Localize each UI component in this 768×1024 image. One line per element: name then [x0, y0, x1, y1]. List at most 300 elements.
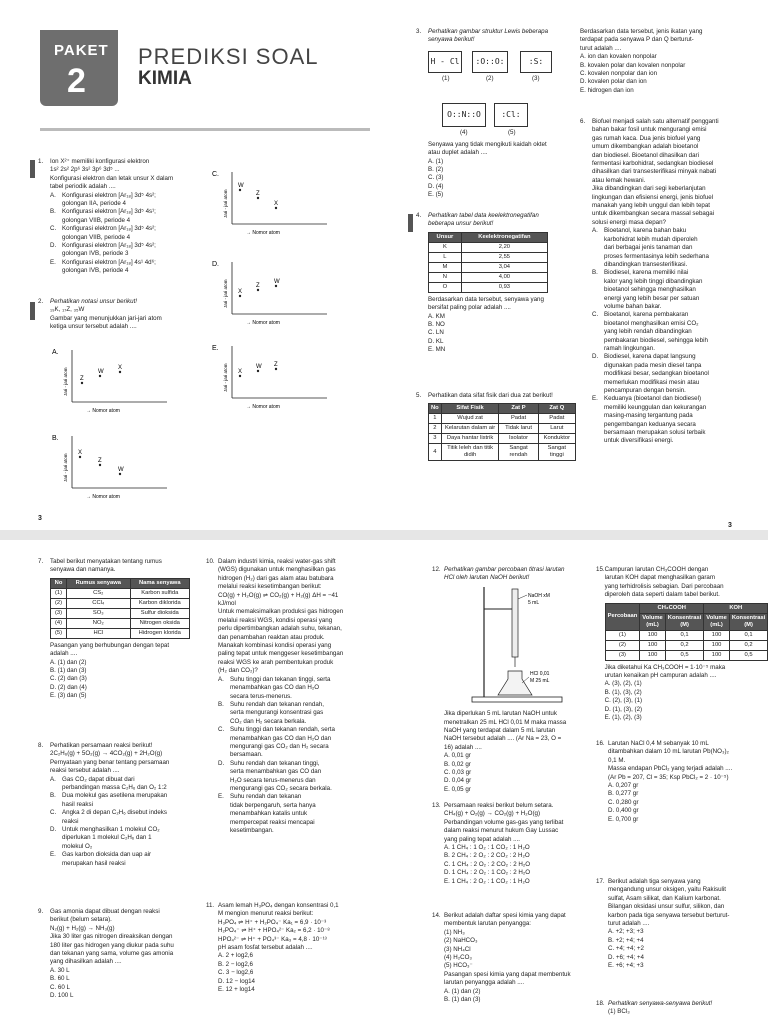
- point-label: X: [78, 450, 83, 456]
- answer-option[interactable]: [592, 269, 740, 311]
- answer-option[interactable]: A. (1) dan (2): [50, 658, 87, 666]
- y-axis-label: Jari - jari atom: [223, 363, 228, 392]
- question-line: kJ/mol: [218, 600, 236, 608]
- table-row: [429, 272, 548, 282]
- option-letter: D.: [218, 759, 225, 767]
- question-line: beberapa unsur berikut!: [428, 220, 494, 228]
- option-text: merupakan hasil reaksi: [62, 859, 126, 867]
- question-line: karbon pada tiga senyawa tersebut berturut-: [608, 911, 730, 919]
- table-cell: Titik leleh dan titik didih: [441, 444, 499, 461]
- option-letter: A.: [50, 775, 56, 783]
- question-line: manakah yang lebih unggul dan lebih tepat: [592, 202, 710, 210]
- burette: [512, 589, 518, 657]
- option-letter: B.: [218, 700, 224, 708]
- page-number: 3: [728, 522, 732, 529]
- option-text: perbandingan massa C₂H₆ dan O₂ 1:2: [62, 784, 167, 792]
- option-text: mempercepat reaksi mencapai: [230, 818, 315, 826]
- table-cell: L: [429, 252, 462, 262]
- figure-label: NaOH xM: [528, 592, 550, 599]
- page-gap: [0, 530, 768, 540]
- table-cell: CCl₄: [67, 598, 131, 608]
- table-cell: 1: [429, 414, 442, 424]
- answer-option[interactable]: B. (1) dan (3): [444, 996, 481, 1004]
- answer-option[interactable]: [592, 395, 740, 445]
- table-cell: (2): [605, 640, 640, 650]
- table-cell: Sangat rendah: [499, 444, 538, 461]
- table-header: Volume (mL): [704, 613, 730, 630]
- table-header: Volume (mL): [640, 613, 666, 630]
- question-number: 11.: [206, 902, 215, 909]
- answer-option[interactable]: A. 0,01 gr: [444, 752, 471, 760]
- titration-figure: [444, 583, 584, 707]
- table-header: No: [51, 578, 67, 588]
- option-letter: A.: [218, 675, 224, 683]
- table-cell: Hidrogen klorida: [130, 628, 189, 638]
- answer-option[interactable]: D. +6; +4; +4: [608, 953, 644, 961]
- question-6: [580, 118, 740, 446]
- question-line: M mengion menurut reaksi berikut:: [218, 910, 314, 918]
- answer-option[interactable]: B. 0,277 gr: [608, 790, 639, 798]
- answer-option[interactable]: D. kovalen polar dan ion: [580, 78, 647, 86]
- option-text: proses fermentasinya lebih sederhana: [604, 252, 709, 260]
- table-cell: N: [429, 272, 462, 282]
- question-line: (H₂ dan CO₂)?: [218, 667, 258, 675]
- table-cell: 2: [429, 424, 442, 434]
- table-row: [429, 282, 548, 292]
- answer-option[interactable]: C. kovalen nonpolar dan ion: [580, 70, 658, 78]
- table-cell: 100: [704, 650, 730, 660]
- question-line: menetralkan 25 mL HCl 0,01 M maka massa: [444, 718, 567, 726]
- answer-option[interactable]: [592, 311, 740, 353]
- question-line: HPO₄²⁻ ⇌ H⁺ + PO₄³⁻ Ka₃ = 4,8 · 10⁻¹³: [218, 935, 327, 943]
- table-cell: 0,93: [461, 282, 547, 292]
- option-text: bersamaan merupakan solusi terbaik: [604, 429, 706, 437]
- point-label: Z: [80, 376, 84, 382]
- option-text: Keduanya (bioetanol dan biodiesel): [604, 395, 702, 403]
- table-cell: Isolator: [499, 434, 538, 444]
- answer-option[interactable]: [50, 208, 198, 225]
- answer-option[interactable]: [50, 776, 198, 793]
- answer-option[interactable]: B. NO: [428, 321, 445, 329]
- question-18: [596, 1000, 756, 1017]
- data-point: [239, 189, 241, 191]
- option-letter: A.: [592, 227, 598, 235]
- y-axis-label: Jari - jari atom: [223, 189, 228, 218]
- question-7: [38, 558, 198, 701]
- table-cell: Tidak larut: [499, 424, 538, 434]
- data-point: [275, 207, 277, 209]
- answer-option[interactable]: D. (4): [428, 182, 444, 190]
- table-cell: 100: [640, 630, 666, 640]
- answer-option[interactable]: [50, 192, 198, 209]
- answer-option[interactable]: [218, 676, 366, 701]
- answer-option[interactable]: C. (3): [428, 174, 444, 182]
- answer-option[interactable]: A. 30 L: [50, 966, 70, 974]
- answer-option[interactable]: A. (3), (2), (1): [604, 680, 642, 688]
- question-number: 8.: [38, 742, 44, 749]
- point-label: W: [98, 369, 104, 375]
- table-cell: 0,5: [665, 650, 704, 660]
- question-number: 17.: [596, 878, 605, 885]
- question-number: 5.: [416, 392, 422, 399]
- answer-option[interactable]: [218, 726, 366, 760]
- answer-option[interactable]: A. (1): [428, 157, 444, 165]
- table-cell: Nitrogen oksida: [130, 618, 189, 628]
- table-cell: 100: [704, 630, 730, 640]
- y-axis-label: Jari - jari atom: [63, 453, 68, 482]
- point-label: Z: [274, 362, 278, 368]
- option-text: Untuk menghasilkan 1 molekul CO₂: [62, 826, 160, 834]
- question-line: NaOH tersebut adalah .... (Ar Na = 23, O =: [444, 735, 562, 743]
- question-line: Asam lemah H₃PO₄ dengan konsentrasi 0,1: [218, 902, 339, 909]
- figure-label: 5 mL: [528, 599, 540, 606]
- option-text: menambahkan gas CO dan H₂O dan: [230, 734, 332, 742]
- option-letter: B.: [50, 792, 56, 800]
- question-line: 16) adalah ....: [444, 743, 482, 751]
- question-line: Berdasarkan data tersebut, senyawa yang: [428, 295, 544, 303]
- graph-option-d: [212, 258, 332, 328]
- table-cell: Sangat tinggi: [538, 444, 575, 461]
- option-text: diperlukan 1 molekul C₂H₆ dan 1: [62, 834, 152, 842]
- data-point: [239, 375, 241, 377]
- question-17: [596, 878, 756, 970]
- answer-option[interactable]: E. (5): [428, 191, 444, 199]
- table-cell: SO₃: [67, 608, 131, 618]
- answer-option[interactable]: D. 0,400 gr: [608, 807, 639, 815]
- question-line: (5) HCO₃⁻: [444, 962, 473, 970]
- question-line: adalah ....: [50, 650, 78, 658]
- answer-option[interactable]: E. 12 + log14: [218, 986, 255, 994]
- question-5: [416, 392, 576, 464]
- question-number: 6.: [580, 118, 586, 125]
- option-text: Konfigurasi elektron [Ar₁₈] 3d⁵ 4s²;: [62, 191, 156, 199]
- table-header: No: [429, 404, 442, 414]
- answer-option[interactable]: B. kovalen polar dan kovalen nonpolar: [580, 61, 686, 69]
- data-table: [428, 403, 576, 461]
- answer-option[interactable]: C. +4; +4; +2: [608, 945, 644, 953]
- question-line: berikut (belum setara).: [50, 916, 112, 924]
- question-line: urutan kenaikan pH campuran adalah ....: [604, 672, 717, 680]
- answer-option[interactable]: E. +6; +4; +3: [608, 962, 644, 970]
- question-line: Biofuel menjadi salah satu alternatif pengganti: [592, 118, 719, 125]
- question-line: hidrogen (H₂) dari gas alam atau batubara: [218, 574, 334, 582]
- question-line: 1s² 2s² 2p⁶ 3s² 3p⁶ 3d⁵ ...: [50, 166, 120, 174]
- option-text: H₂O secara terus-menerus dan: [230, 776, 316, 784]
- question-line: (WGS) digunakan untuk menghasilkan gas: [218, 566, 336, 574]
- option-text: energi yang lebih besar per satuan: [604, 294, 700, 302]
- answer-option[interactable]: [218, 760, 366, 794]
- option-letter: C.: [50, 225, 57, 233]
- question-line: N₂(g) + H₂(g) → NH₃(g): [50, 924, 115, 932]
- table-row: [51, 588, 190, 598]
- question-line: Perhatikan senyawa-senyawa berikut!: [608, 1000, 713, 1007]
- question-line: melalui reaksi WGS, kondisi operasi yang: [218, 616, 333, 624]
- point-label: Z: [256, 191, 260, 197]
- question-line: Pernyataan yang benar tentang persamaan: [50, 758, 170, 766]
- question-line: pH asam fosfat tersebut adalah ....: [218, 944, 313, 952]
- answer-option[interactable]: [50, 242, 198, 259]
- table-row: [429, 444, 576, 461]
- answer-option[interactable]: [592, 353, 740, 395]
- option-text: digunakan pada mesin diesel tanpa: [604, 361, 702, 369]
- question-line: (1) BCl₃: [608, 1008, 630, 1016]
- table-cell: Karbon diklorida: [130, 598, 189, 608]
- graph-option-letter: D.: [212, 261, 219, 268]
- structure-label: (1): [442, 74, 450, 82]
- question-line: Perhatikan persamaan reaksi berikut!: [50, 742, 153, 749]
- answer-option[interactable]: A. 1 CH₄ : 1 O₂ : 1 CO₂ : 1 H₂O: [444, 844, 530, 852]
- question-line: H₃PO₄ ⇌ H⁺ + H₂PO₄⁻ Ka₁ = 6,9 · 10⁻³: [218, 918, 327, 926]
- graph-option-e: [212, 342, 332, 412]
- structure-label: (3): [532, 74, 540, 82]
- x-axis-label: → Nomor atom: [246, 320, 280, 326]
- question-line: melalui reaksi kesetimbangan berikut:: [218, 583, 322, 591]
- answer-option[interactable]: A. 2 + log2,6: [218, 952, 253, 960]
- table-cell: (5): [51, 628, 67, 638]
- question-line: bahan bakar fosil untuk mengurangi emisi: [592, 126, 707, 134]
- data-point: [79, 456, 81, 458]
- table-row: [429, 262, 548, 272]
- lewis-structures: [428, 45, 576, 141]
- answer-option[interactable]: E. hidrogen dan ion: [580, 86, 634, 94]
- question-line: membentuk larutan penyangga:: [444, 920, 532, 928]
- answer-option[interactable]: D. 12 − log14: [218, 977, 255, 985]
- answer-option[interactable]: A. (1) dan (2): [444, 987, 481, 995]
- answer-option[interactable]: C. 1 CH₄ : 2 O₂ : 2 CO₂ : 2 H₂O: [444, 860, 531, 868]
- question-line: Jika dibandingkan dari segi keberlanjutan: [592, 185, 706, 193]
- table-row: [605, 640, 768, 650]
- answer-option[interactable]: D. (2) dan (4): [50, 683, 87, 691]
- question-line: 2C₂H₆(g) + 5O₂(g) → 4CO₂(g) + 2H₂O(g): [50, 750, 163, 758]
- point-label: W: [274, 279, 280, 285]
- answer-option[interactable]: E. 1 CH₄ : 2 O₂ : 1 CO₂ : 1 H₂O: [444, 877, 530, 885]
- structure-label: (4): [460, 128, 468, 136]
- question-line: Konfigurasi elektron dan letak unsur X dalam: [50, 174, 174, 182]
- question-9: [38, 908, 198, 1000]
- table-cell: HCl: [67, 628, 131, 638]
- answer-option[interactable]: D. 1 CH₄ : 2 O₂ : 1 CO₂ : 2 H₂O: [444, 869, 531, 877]
- option-letter: D.: [592, 353, 599, 361]
- table-cell: (1): [51, 588, 67, 598]
- option-text: menambahkan katalis untuk: [230, 810, 308, 818]
- answer-option[interactable]: [50, 826, 198, 851]
- table-cell: (4): [51, 618, 67, 628]
- graph-option-b: [52, 432, 172, 504]
- answer-option[interactable]: B. (2): [428, 166, 444, 174]
- question-line: yang dihasilkan adalah ....: [50, 958, 122, 966]
- question-line: Tabel berikut menyatakan tentang rumus: [50, 558, 162, 565]
- answer-option[interactable]: A. KM: [428, 312, 445, 320]
- answer-option[interactable]: [50, 851, 198, 868]
- question-line: turut adalah ....: [580, 44, 622, 52]
- question-line: Jika 30 liter gas nitrogen direaksikan dengan: [50, 933, 173, 941]
- question-line: larutan penyangga adalah ....: [444, 979, 525, 987]
- question-line: Perbandingan volume gas-gas yang terlibat: [444, 818, 564, 826]
- question-line: Perhatikan tabel data keelektronegatifan: [428, 212, 539, 219]
- table-row: [51, 628, 190, 638]
- answer-option[interactable]: [50, 259, 198, 276]
- answer-option[interactable]: A. ion dan kovalen nonpolar: [580, 53, 657, 61]
- answer-option[interactable]: [50, 225, 198, 242]
- option-text: Biodiesel, karena memiliki nilai: [604, 269, 689, 277]
- x-axis-label: → Nomor atom: [86, 494, 120, 500]
- option-letter: C.: [218, 726, 225, 734]
- question-line: Berikut adalah daftar spesi kimia yang dapat: [444, 912, 566, 919]
- question-line: Perhatikan gambar struktur Lewis beberapa: [428, 28, 549, 35]
- question-line: Berdasarkan data tersebut, jenis ikatan yang: [580, 28, 703, 35]
- option-text: volume bahan bakar.: [604, 302, 662, 310]
- answer-option[interactable]: D. 100 L: [50, 992, 74, 1000]
- data-point: [81, 382, 83, 384]
- option-text: mengurangi gas CO₂ secara berkala.: [230, 784, 332, 792]
- option-letter: B.: [592, 269, 598, 277]
- data-point: [275, 285, 277, 287]
- question-line: perlu dipertimbangkan adalah suhu, tekanan,: [218, 625, 342, 633]
- answer-option[interactable]: [50, 809, 198, 826]
- question-13: [432, 802, 590, 886]
- table-cell: (3): [605, 650, 640, 660]
- question-number: 4.: [416, 212, 422, 219]
- x-axis-label: → Nomor atom: [246, 404, 280, 410]
- option-text: Konfigurasi elektron [Ar₁₈] 3d⁵ 4s²;: [62, 225, 156, 233]
- table-row: [51, 598, 190, 608]
- answer-option[interactable]: E. 0,700 gr: [608, 815, 639, 823]
- question-number: 2.: [38, 298, 44, 305]
- question-14: [432, 912, 590, 1004]
- question-4: [416, 212, 576, 355]
- question-number: 1.: [38, 158, 44, 165]
- option-text: karbohidrat lebih mudah diperoleh: [604, 235, 698, 243]
- answer-option[interactable]: B. 2 − log2,6: [218, 960, 253, 968]
- option-text: masing-masing tergantung pada: [604, 412, 693, 420]
- answer-option[interactable]: D. 0,04 gr: [444, 777, 472, 785]
- table-cell: O: [429, 282, 462, 292]
- question-line: mengandung unsur oksigen, yaitu Rakisulit: [608, 886, 726, 894]
- answer-option[interactable]: [592, 227, 740, 269]
- answer-option[interactable]: B. 2 CH₄ : 2 O₂ : 2 CO₂ : 2 H₂O: [444, 852, 530, 860]
- title-line2: KIMIA: [138, 68, 192, 89]
- answer-option[interactable]: B. 0,02 gr: [444, 760, 471, 768]
- question-line: Berikut adalah tiga senyawa yang: [608, 878, 701, 885]
- answer-option[interactable]: C. (2) dan (3): [50, 675, 87, 683]
- answer-option[interactable]: C. 3 − log2,6: [218, 969, 254, 977]
- option-text: serta menambahkan gas CO dan: [230, 768, 322, 776]
- answer-option[interactable]: [50, 792, 198, 809]
- answer-option[interactable]: [218, 701, 366, 726]
- option-text: bersamaan.: [230, 751, 263, 759]
- option-text: Biodiesel, karena dapat langsung: [604, 353, 696, 361]
- answer-option[interactable]: C. 0,03 gr: [444, 769, 472, 777]
- question-line: 180 liter gas hidrogen yang diukur pada suhu: [50, 941, 174, 949]
- answer-option[interactable]: B. +2; +4; +4: [608, 936, 644, 944]
- table-cell: (2): [51, 598, 67, 608]
- table-header: Keelektronegatifan: [461, 232, 547, 242]
- graph-option-a: [52, 346, 172, 416]
- answer-option[interactable]: C. 60 L: [50, 983, 70, 991]
- label-pointer: [518, 595, 527, 599]
- question-line: larutan KOH dapat menghasilkan garam: [604, 574, 716, 582]
- option-text: tidak berpengaruh, serta hanya: [230, 801, 316, 809]
- page-number-left: 3: [38, 515, 42, 522]
- answer-option[interactable]: E. 0,05 gr: [444, 785, 471, 793]
- question-number: 9.: [38, 908, 44, 915]
- question-line: Manakah kombinasi kondisi operasi yang: [218, 642, 332, 650]
- table-cell: 3,04: [461, 262, 547, 272]
- option-text: memiliki keunggulan dan kekurangan: [604, 403, 707, 411]
- question-line: Gas amonia dapat dibuat dengan reaksi: [50, 908, 160, 915]
- answer-option[interactable]: B. 60 L: [50, 975, 70, 983]
- question-10: [206, 558, 366, 835]
- table-cell: 2,20: [461, 242, 547, 252]
- point-label: X: [238, 289, 243, 295]
- question-line: tabel periodik adalah ....: [50, 183, 116, 191]
- question-number: 13.: [432, 802, 441, 809]
- question-8: [38, 742, 198, 868]
- option-text: memerlukan modifikasi mesin atau: [604, 378, 700, 386]
- answer-option[interactable]: A. 0,207 gr: [608, 782, 639, 790]
- option-letter: C.: [50, 809, 57, 817]
- question-line: diperoleh data seperti dalam tabel berikut.: [604, 591, 720, 599]
- option-letter: A.: [50, 191, 56, 199]
- question-12: [432, 566, 590, 794]
- data-point: [275, 368, 277, 370]
- table-row: [429, 424, 576, 434]
- question-line: Massa endapan PbCl₂ yang terjadi adalah ....: [608, 765, 733, 773]
- table-cell: 100: [640, 650, 666, 660]
- answer-option[interactable]: [218, 793, 366, 835]
- y-axis-label: Jari - jari atom: [223, 279, 228, 308]
- option-text: molekul O₂: [62, 842, 93, 850]
- data-point: [99, 464, 101, 466]
- table-cell: NO₂: [67, 618, 131, 628]
- point-label: W: [238, 183, 244, 189]
- answer-option[interactable]: B. (1) dan (3): [50, 667, 87, 675]
- table-cell: 4: [429, 444, 442, 461]
- table-row: [429, 414, 576, 424]
- section-marker: [408, 214, 413, 232]
- point-label: X: [274, 201, 279, 207]
- answer-option[interactable]: A. +2; +3; +3: [608, 928, 644, 936]
- option-text: pengembangan keduanya secara: [604, 420, 696, 428]
- question-line: NaOH yang terdapat dalam 5 mL larutan: [444, 727, 556, 735]
- answer-option[interactable]: E. (1), (2), (3): [604, 714, 642, 722]
- question-line: Campuran larutan CH₃COOH dengan: [604, 566, 709, 573]
- graph-option-letter: A.: [52, 349, 59, 356]
- answer-option[interactable]: D. KL: [428, 337, 444, 345]
- table-header: Konsentrasi (M): [729, 613, 768, 630]
- question-line: (4) H₂CO₃: [444, 954, 472, 962]
- question-number: 15.: [596, 566, 605, 573]
- answer-option[interactable]: B. (1), (3), (2): [604, 688, 642, 696]
- question-line: (Ar Pb = 207, Cl = 35; Ksp PbCl₂ = 2 · 10⁻⁵): [608, 773, 729, 781]
- y-axis-label: Jari - jari atom: [63, 367, 68, 396]
- graph-option-c: [212, 168, 332, 238]
- option-text: bioetanol menghasilkan emisi CO₂: [604, 319, 699, 327]
- option-text: Suhu tinggi dan tekanan rendah, serta: [230, 726, 335, 734]
- figure-label: HCl 0,01: [530, 670, 550, 677]
- answer-option[interactable]: C. 0,280 gr: [608, 798, 639, 806]
- answer-option[interactable]: E. (3) dan (5): [50, 692, 87, 700]
- question-line: Pasangan yang berhubungan dengan tepat: [50, 641, 170, 649]
- answer-option[interactable]: E. MN: [428, 346, 446, 354]
- option-text: pencampuran dengan bensin.: [604, 387, 686, 394]
- answer-option[interactable]: D. (1), (3), (2): [604, 705, 643, 713]
- table-cell: Kelarutan dalam air: [441, 424, 499, 434]
- answer-option[interactable]: C. LN: [428, 329, 444, 337]
- option-text: modifikasi besar, sedangkan bioetanol: [604, 370, 709, 378]
- option-text: golongan IIA, periode 4: [62, 200, 126, 208]
- answer-option[interactable]: C. (2), (3), (1): [604, 697, 643, 705]
